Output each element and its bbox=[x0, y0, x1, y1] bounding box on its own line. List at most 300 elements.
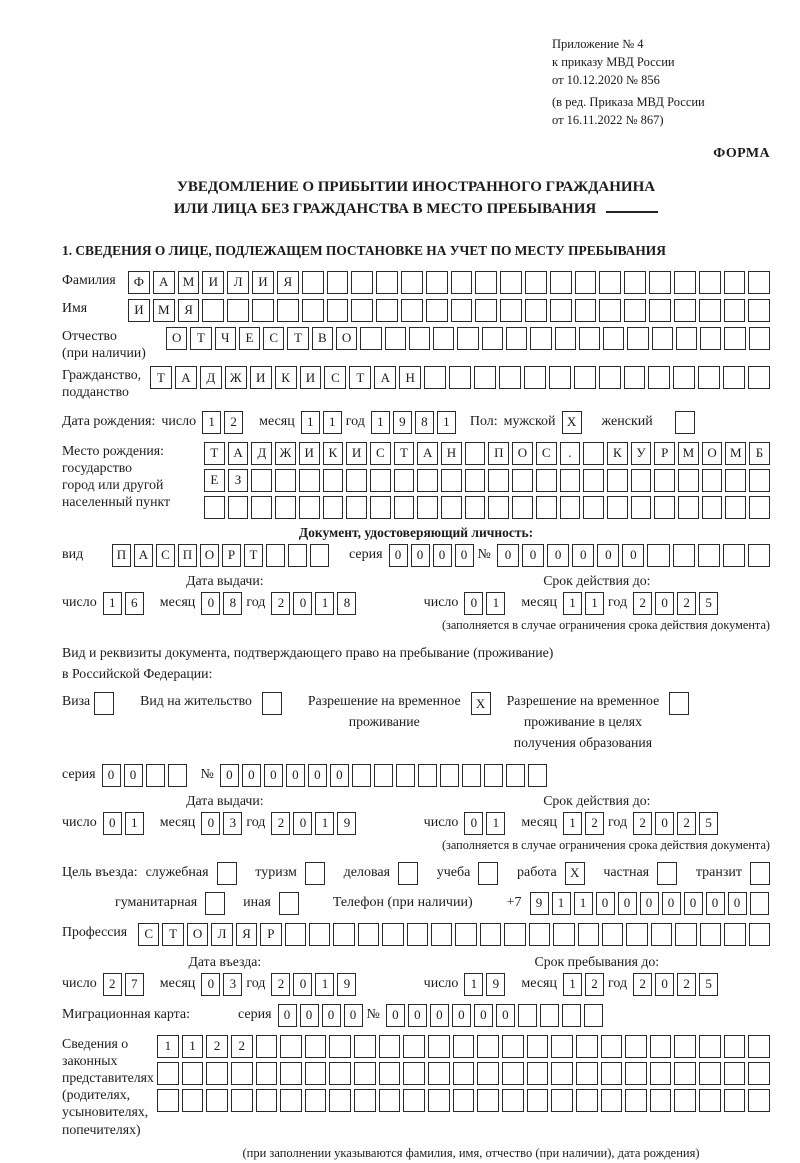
char-box[interactable] bbox=[424, 366, 446, 389]
char-box[interactable]: 1 bbox=[464, 973, 483, 996]
char-box[interactable] bbox=[310, 544, 329, 567]
char-box[interactable] bbox=[431, 923, 452, 946]
char-box[interactable]: 0 bbox=[496, 1004, 515, 1027]
char-box[interactable] bbox=[674, 1089, 696, 1112]
char-box[interactable] bbox=[351, 271, 373, 294]
char-box[interactable]: 0 bbox=[597, 544, 619, 567]
char-box[interactable]: Т bbox=[244, 544, 263, 567]
char-box[interactable]: 2 bbox=[677, 973, 696, 996]
char-box[interactable]: 0 bbox=[102, 764, 121, 787]
char-box[interactable] bbox=[204, 496, 225, 519]
char-box[interactable] bbox=[698, 544, 720, 567]
char-box[interactable]: 0 bbox=[572, 544, 594, 567]
char-box[interactable] bbox=[280, 1089, 302, 1112]
char-box[interactable]: 0 bbox=[411, 544, 430, 567]
char-box[interactable] bbox=[673, 544, 695, 567]
char-box[interactable]: 1 bbox=[202, 411, 221, 434]
char-box[interactable]: 3 bbox=[223, 812, 242, 835]
char-box[interactable] bbox=[562, 1004, 581, 1027]
char-box[interactable] bbox=[428, 1062, 450, 1085]
char-box[interactable] bbox=[256, 1035, 278, 1058]
char-box[interactable] bbox=[723, 544, 745, 567]
char-box[interactable]: 1 bbox=[437, 411, 456, 434]
char-box[interactable] bbox=[441, 496, 462, 519]
char-box[interactable]: 0 bbox=[103, 812, 122, 835]
char-box[interactable]: . bbox=[560, 442, 581, 465]
char-box[interactable] bbox=[182, 1062, 204, 1085]
char-box[interactable] bbox=[146, 764, 165, 787]
char-box[interactable]: 0 bbox=[706, 892, 725, 915]
char-box[interactable] bbox=[575, 271, 597, 294]
char-box[interactable] bbox=[748, 1035, 770, 1058]
sex-female-checkbox[interactable] bbox=[675, 411, 695, 434]
char-box[interactable]: П bbox=[178, 544, 197, 567]
char-box[interactable]: 1 bbox=[563, 592, 582, 615]
char-box[interactable]: М bbox=[725, 442, 746, 465]
char-box[interactable]: 0 bbox=[497, 544, 519, 567]
char-box[interactable]: 0 bbox=[242, 764, 261, 787]
char-box[interactable]: 9 bbox=[530, 892, 549, 915]
char-box[interactable]: 2 bbox=[633, 812, 652, 835]
char-box[interactable] bbox=[607, 496, 628, 519]
char-box[interactable] bbox=[428, 1089, 450, 1112]
char-box[interactable]: 2 bbox=[633, 973, 652, 996]
char-box[interactable] bbox=[698, 366, 720, 389]
char-box[interactable] bbox=[266, 544, 285, 567]
char-box[interactable] bbox=[584, 1004, 603, 1027]
char-box[interactable]: И bbox=[299, 442, 320, 465]
char-box[interactable]: Р bbox=[654, 442, 675, 465]
char-box[interactable] bbox=[699, 1062, 721, 1085]
char-box[interactable]: О bbox=[336, 327, 357, 350]
char-box[interactable] bbox=[700, 327, 721, 350]
char-box[interactable] bbox=[674, 299, 696, 322]
char-box[interactable]: А bbox=[374, 366, 396, 389]
char-box[interactable] bbox=[624, 299, 646, 322]
char-box[interactable] bbox=[500, 271, 522, 294]
char-box[interactable] bbox=[530, 327, 551, 350]
char-box[interactable] bbox=[748, 271, 770, 294]
char-box[interactable]: М bbox=[678, 442, 699, 465]
char-box[interactable] bbox=[453, 1089, 475, 1112]
char-box[interactable] bbox=[157, 1089, 179, 1112]
char-box[interactable] bbox=[168, 764, 187, 787]
char-box[interactable] bbox=[401, 271, 423, 294]
char-box[interactable] bbox=[462, 764, 481, 787]
char-box[interactable] bbox=[376, 299, 398, 322]
char-box[interactable]: 1 bbox=[323, 411, 342, 434]
char-box[interactable] bbox=[678, 469, 699, 492]
char-box[interactable]: 1 bbox=[315, 592, 334, 615]
char-box[interactable] bbox=[451, 271, 473, 294]
char-box[interactable] bbox=[578, 923, 599, 946]
char-box[interactable]: 9 bbox=[337, 973, 356, 996]
char-box[interactable] bbox=[426, 299, 448, 322]
char-box[interactable] bbox=[524, 366, 546, 389]
char-box[interactable]: О bbox=[187, 923, 208, 946]
char-box[interactable] bbox=[354, 1035, 376, 1058]
char-box[interactable]: 0 bbox=[596, 892, 615, 915]
char-box[interactable]: Ж bbox=[225, 366, 247, 389]
char-box[interactable]: О bbox=[200, 544, 219, 567]
char-box[interactable]: 0 bbox=[622, 544, 644, 567]
char-box[interactable]: 2 bbox=[103, 973, 122, 996]
char-box[interactable] bbox=[202, 299, 224, 322]
char-box[interactable]: С bbox=[324, 366, 346, 389]
char-box[interactable]: 0 bbox=[293, 973, 312, 996]
char-box[interactable]: В bbox=[312, 327, 333, 350]
char-box[interactable] bbox=[396, 764, 415, 787]
char-box[interactable] bbox=[354, 1062, 376, 1085]
char-box[interactable] bbox=[370, 496, 391, 519]
char-box[interactable]: 2 bbox=[206, 1035, 228, 1058]
char-box[interactable] bbox=[484, 764, 503, 787]
char-box[interactable] bbox=[309, 923, 330, 946]
char-box[interactable] bbox=[449, 366, 471, 389]
char-box[interactable] bbox=[428, 1035, 450, 1058]
char-box[interactable]: 2 bbox=[677, 592, 696, 615]
char-box[interactable]: И bbox=[128, 299, 150, 322]
char-box[interactable] bbox=[433, 327, 454, 350]
char-box[interactable]: 0 bbox=[662, 892, 681, 915]
char-box[interactable]: Е bbox=[204, 469, 225, 492]
char-box[interactable] bbox=[702, 496, 723, 519]
char-box[interactable]: А bbox=[175, 366, 197, 389]
char-box[interactable]: 0 bbox=[389, 544, 408, 567]
char-box[interactable]: 0 bbox=[201, 592, 220, 615]
char-box[interactable] bbox=[354, 1089, 376, 1112]
char-box[interactable] bbox=[583, 496, 604, 519]
char-box[interactable] bbox=[649, 299, 671, 322]
char-box[interactable]: 0 bbox=[264, 764, 283, 787]
char-box[interactable]: 9 bbox=[393, 411, 412, 434]
char-box[interactable] bbox=[502, 1062, 524, 1085]
option-visa-checkbox[interactable] bbox=[94, 692, 114, 715]
char-box[interactable] bbox=[724, 327, 745, 350]
purpose-study-checkbox[interactable] bbox=[478, 862, 498, 885]
char-box[interactable] bbox=[394, 469, 415, 492]
char-box[interactable] bbox=[553, 923, 574, 946]
char-box[interactable]: 0 bbox=[655, 592, 674, 615]
char-box[interactable]: 0 bbox=[430, 1004, 449, 1027]
char-box[interactable]: М bbox=[153, 299, 175, 322]
char-box[interactable] bbox=[748, 1062, 770, 1085]
char-box[interactable]: С bbox=[263, 327, 284, 350]
char-box[interactable] bbox=[724, 1035, 746, 1058]
char-box[interactable] bbox=[724, 923, 745, 946]
char-box[interactable] bbox=[351, 299, 373, 322]
char-box[interactable] bbox=[560, 469, 581, 492]
char-box[interactable] bbox=[451, 299, 473, 322]
char-box[interactable]: 7 bbox=[125, 973, 144, 996]
char-box[interactable] bbox=[182, 1089, 204, 1112]
char-box[interactable] bbox=[305, 1035, 327, 1058]
char-box[interactable]: И bbox=[202, 271, 224, 294]
char-box[interactable]: 0 bbox=[201, 973, 220, 996]
char-box[interactable] bbox=[654, 496, 675, 519]
char-box[interactable]: 8 bbox=[337, 592, 356, 615]
char-box[interactable] bbox=[575, 299, 597, 322]
char-box[interactable] bbox=[627, 327, 648, 350]
char-box[interactable]: Т bbox=[150, 366, 172, 389]
char-box[interactable] bbox=[699, 1035, 721, 1058]
char-box[interactable] bbox=[417, 469, 438, 492]
char-box[interactable] bbox=[699, 271, 721, 294]
char-box[interactable] bbox=[675, 923, 696, 946]
char-box[interactable]: К bbox=[607, 442, 628, 465]
char-box[interactable]: О bbox=[166, 327, 187, 350]
char-box[interactable] bbox=[650, 1035, 672, 1058]
char-box[interactable] bbox=[724, 1089, 746, 1112]
char-box[interactable] bbox=[748, 366, 770, 389]
char-box[interactable] bbox=[525, 299, 547, 322]
char-box[interactable]: 6 bbox=[125, 592, 144, 615]
option-temp-residence-checkbox[interactable]: X bbox=[471, 692, 491, 715]
char-box[interactable]: Е bbox=[239, 327, 260, 350]
purpose-private-checkbox[interactable] bbox=[657, 862, 677, 885]
char-box[interactable] bbox=[574, 366, 596, 389]
char-box[interactable] bbox=[551, 1062, 573, 1085]
char-box[interactable] bbox=[329, 1035, 351, 1058]
char-box[interactable] bbox=[360, 327, 381, 350]
char-box[interactable] bbox=[275, 469, 296, 492]
char-box[interactable]: 0 bbox=[293, 592, 312, 615]
char-box[interactable]: А bbox=[134, 544, 153, 567]
option-residence-permit-checkbox[interactable] bbox=[262, 692, 282, 715]
char-box[interactable] bbox=[648, 366, 670, 389]
char-box[interactable] bbox=[502, 1089, 524, 1112]
char-box[interactable]: 1 bbox=[563, 812, 582, 835]
char-box[interactable] bbox=[599, 271, 621, 294]
char-box[interactable] bbox=[551, 1089, 573, 1112]
char-box[interactable]: 8 bbox=[415, 411, 434, 434]
char-box[interactable] bbox=[394, 496, 415, 519]
char-box[interactable] bbox=[624, 366, 646, 389]
char-box[interactable] bbox=[409, 327, 430, 350]
char-box[interactable] bbox=[305, 1062, 327, 1085]
purpose-business-checkbox[interactable] bbox=[398, 862, 418, 885]
char-box[interactable] bbox=[346, 496, 367, 519]
char-box[interactable] bbox=[603, 327, 624, 350]
char-box[interactable] bbox=[599, 366, 621, 389]
char-box[interactable]: 2 bbox=[585, 812, 604, 835]
char-box[interactable] bbox=[488, 469, 509, 492]
char-box[interactable]: Т bbox=[204, 442, 225, 465]
char-box[interactable]: Ф bbox=[128, 271, 150, 294]
char-box[interactable]: 5 bbox=[699, 973, 718, 996]
char-box[interactable]: 0 bbox=[278, 1004, 297, 1027]
char-box[interactable]: 0 bbox=[655, 812, 674, 835]
purpose-work-checkbox[interactable]: X bbox=[565, 862, 585, 885]
char-box[interactable]: 1 bbox=[574, 892, 593, 915]
char-box[interactable] bbox=[724, 299, 746, 322]
char-box[interactable] bbox=[465, 442, 486, 465]
char-box[interactable] bbox=[631, 496, 652, 519]
char-box[interactable] bbox=[440, 764, 459, 787]
char-box[interactable]: О bbox=[512, 442, 533, 465]
char-box[interactable] bbox=[647, 544, 669, 567]
char-box[interactable]: 0 bbox=[433, 544, 452, 567]
char-box[interactable] bbox=[477, 1062, 499, 1085]
char-box[interactable] bbox=[379, 1089, 401, 1112]
char-box[interactable] bbox=[527, 1035, 549, 1058]
char-box[interactable] bbox=[506, 327, 527, 350]
char-box[interactable] bbox=[724, 271, 746, 294]
char-box[interactable] bbox=[329, 1089, 351, 1112]
char-box[interactable]: К bbox=[323, 442, 344, 465]
char-box[interactable]: З bbox=[228, 469, 249, 492]
char-box[interactable]: Р bbox=[222, 544, 241, 567]
char-box[interactable]: Я bbox=[277, 271, 299, 294]
char-box[interactable]: Т bbox=[349, 366, 371, 389]
char-box[interactable] bbox=[280, 1062, 302, 1085]
char-box[interactable]: С bbox=[536, 442, 557, 465]
char-box[interactable] bbox=[749, 469, 770, 492]
char-box[interactable] bbox=[601, 1089, 623, 1112]
char-box[interactable] bbox=[401, 299, 423, 322]
char-box[interactable]: 8 bbox=[223, 592, 242, 615]
char-box[interactable] bbox=[474, 366, 496, 389]
char-box[interactable] bbox=[333, 923, 354, 946]
char-box[interactable] bbox=[651, 923, 672, 946]
char-box[interactable] bbox=[599, 299, 621, 322]
char-box[interactable]: 1 bbox=[486, 592, 505, 615]
char-box[interactable] bbox=[748, 544, 770, 567]
char-box[interactable] bbox=[280, 1035, 302, 1058]
char-box[interactable]: 0 bbox=[640, 892, 659, 915]
char-box[interactable] bbox=[678, 496, 699, 519]
char-box[interactable] bbox=[475, 271, 497, 294]
char-box[interactable] bbox=[583, 469, 604, 492]
char-box[interactable]: 2 bbox=[271, 592, 290, 615]
char-box[interactable] bbox=[626, 923, 647, 946]
char-box[interactable]: 2 bbox=[677, 812, 696, 835]
char-box[interactable] bbox=[488, 496, 509, 519]
char-box[interactable] bbox=[329, 1062, 351, 1085]
char-box[interactable] bbox=[700, 923, 721, 946]
char-box[interactable]: 0 bbox=[386, 1004, 405, 1027]
char-box[interactable] bbox=[453, 1035, 475, 1058]
char-box[interactable]: 0 bbox=[201, 812, 220, 835]
char-box[interactable] bbox=[256, 1089, 278, 1112]
char-box[interactable] bbox=[403, 1035, 425, 1058]
char-box[interactable] bbox=[382, 923, 403, 946]
char-box[interactable]: 0 bbox=[684, 892, 703, 915]
char-box[interactable]: 0 bbox=[308, 764, 327, 787]
char-box[interactable] bbox=[477, 1089, 499, 1112]
char-box[interactable] bbox=[625, 1089, 647, 1112]
char-box[interactable]: 0 bbox=[474, 1004, 493, 1027]
char-box[interactable] bbox=[379, 1062, 401, 1085]
char-box[interactable] bbox=[650, 1089, 672, 1112]
char-box[interactable] bbox=[602, 923, 623, 946]
char-box[interactable]: Т bbox=[190, 327, 211, 350]
char-box[interactable] bbox=[527, 1062, 549, 1085]
char-box[interactable] bbox=[576, 1062, 598, 1085]
char-box[interactable] bbox=[379, 1035, 401, 1058]
char-box[interactable]: С bbox=[156, 544, 175, 567]
char-box[interactable] bbox=[650, 1062, 672, 1085]
char-box[interactable]: 2 bbox=[585, 973, 604, 996]
char-box[interactable]: И bbox=[346, 442, 367, 465]
char-box[interactable] bbox=[652, 327, 673, 350]
char-box[interactable] bbox=[477, 1035, 499, 1058]
char-box[interactable]: 0 bbox=[286, 764, 305, 787]
char-box[interactable]: Т bbox=[162, 923, 183, 946]
char-box[interactable] bbox=[228, 496, 249, 519]
char-box[interactable] bbox=[528, 764, 547, 787]
char-box[interactable] bbox=[555, 327, 576, 350]
char-box[interactable]: 0 bbox=[547, 544, 569, 567]
char-box[interactable]: 0 bbox=[452, 1004, 471, 1027]
char-box[interactable] bbox=[560, 496, 581, 519]
char-box[interactable]: Н bbox=[399, 366, 421, 389]
char-box[interactable]: 1 bbox=[315, 812, 334, 835]
char-box[interactable] bbox=[305, 1089, 327, 1112]
char-box[interactable]: Ч bbox=[215, 327, 236, 350]
option-temp-residence-education-checkbox[interactable] bbox=[669, 692, 689, 715]
char-box[interactable] bbox=[465, 469, 486, 492]
char-box[interactable] bbox=[512, 496, 533, 519]
char-box[interactable]: Д bbox=[200, 366, 222, 389]
char-box[interactable] bbox=[453, 1062, 475, 1085]
char-box[interactable]: 1 bbox=[585, 592, 604, 615]
char-box[interactable]: С bbox=[370, 442, 391, 465]
char-box[interactable]: П bbox=[112, 544, 131, 567]
char-box[interactable] bbox=[376, 271, 398, 294]
char-box[interactable] bbox=[299, 496, 320, 519]
char-box[interactable] bbox=[426, 271, 448, 294]
char-box[interactable] bbox=[285, 923, 306, 946]
char-box[interactable]: Л bbox=[227, 271, 249, 294]
char-box[interactable]: П bbox=[488, 442, 509, 465]
char-box[interactable]: 9 bbox=[337, 812, 356, 835]
char-box[interactable] bbox=[506, 764, 525, 787]
char-box[interactable]: 2 bbox=[633, 592, 652, 615]
char-box[interactable]: 0 bbox=[522, 544, 544, 567]
char-box[interactable]: 1 bbox=[563, 973, 582, 996]
char-box[interactable] bbox=[256, 1062, 278, 1085]
char-box[interactable] bbox=[702, 469, 723, 492]
char-box[interactable]: Я bbox=[236, 923, 257, 946]
purpose-official-checkbox[interactable] bbox=[217, 862, 237, 885]
char-box[interactable]: 1 bbox=[157, 1035, 179, 1058]
char-box[interactable] bbox=[403, 1062, 425, 1085]
char-box[interactable] bbox=[251, 496, 272, 519]
char-box[interactable]: И bbox=[300, 366, 322, 389]
char-box[interactable] bbox=[674, 1062, 696, 1085]
char-box[interactable] bbox=[625, 1035, 647, 1058]
char-box[interactable] bbox=[327, 271, 349, 294]
char-box[interactable] bbox=[512, 469, 533, 492]
char-box[interactable] bbox=[529, 923, 550, 946]
char-box[interactable] bbox=[725, 496, 746, 519]
char-box[interactable] bbox=[724, 1062, 746, 1085]
char-box[interactable] bbox=[502, 1035, 524, 1058]
char-box[interactable]: Я bbox=[178, 299, 200, 322]
char-box[interactable]: 9 bbox=[486, 973, 505, 996]
char-box[interactable] bbox=[699, 299, 721, 322]
char-box[interactable] bbox=[403, 1089, 425, 1112]
char-box[interactable]: 2 bbox=[224, 411, 243, 434]
char-box[interactable] bbox=[206, 1062, 228, 1085]
char-box[interactable] bbox=[649, 271, 671, 294]
char-box[interactable]: А bbox=[228, 442, 249, 465]
char-box[interactable]: Т bbox=[394, 442, 415, 465]
char-box[interactable] bbox=[482, 327, 503, 350]
char-box[interactable] bbox=[536, 469, 557, 492]
char-box[interactable]: 1 bbox=[125, 812, 144, 835]
